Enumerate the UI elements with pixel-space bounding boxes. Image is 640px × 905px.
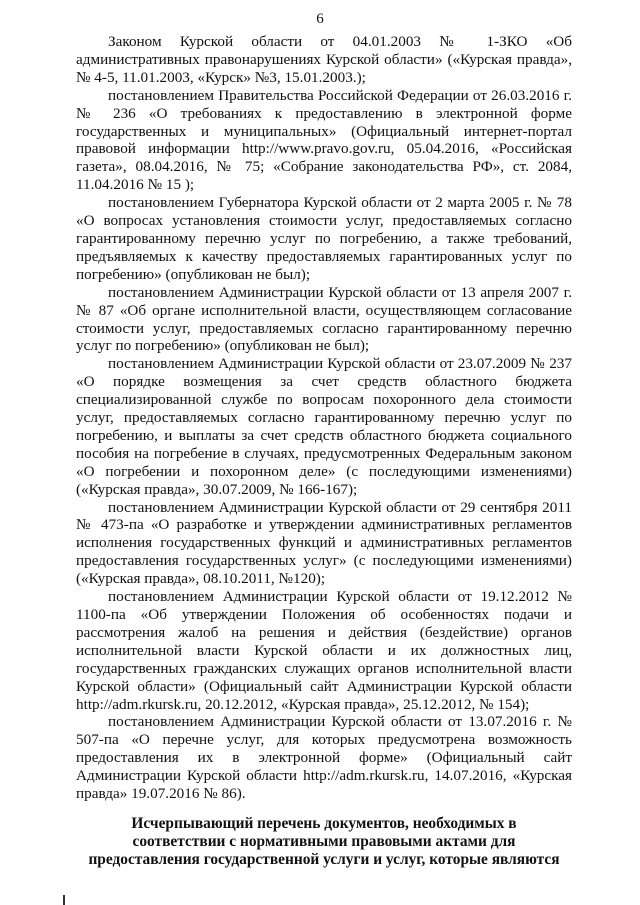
- paragraph: постановлением Правительства Российской Федерации от 26.03.2016 г. № 236 «О требованиях к предоставлению в электронной форме государственных и муниципальных» (Официальный интернет-портал правовой информации http://www.pravo.gov.ru, 05.04.2016, «Российская газета», 08.04.2016, № 75; «Собрание законодательства РФ», ст. 2084, 11.04.2016 № 15 );: [76, 86, 572, 194]
- heading-line: соответствии с нормативными правовыми актами для: [132, 833, 516, 850]
- paragraph: постановлением Губернатора Курской области от 2 марта 2005 г. № 78 «О вопросах установления стоимости услуг, предоставляемых согласно гарантированному перечню услуг по погребению, а также требований, предъявляемых к качеству предоставляемых гарантированных услуг по погребению» (опубликован не был);: [76, 194, 572, 283]
- heading-line: Исчерпывающий перечень документов, необходимых в: [131, 815, 517, 832]
- legal-basis-list: [76, 33, 572, 803]
- paragraph: Законом Курской области от 04.01.2003 № 1-ЗКО «Об административных правонарушениях Курской области» («Курская правда», № 4-5, 11.01.2003, «Курск» №3, 15.01.2003.);: [76, 33, 572, 86]
- heading-line: предоставления государственной услуги и услуг, которые являются: [88, 851, 560, 868]
- paragraph: постановлением Администрации Курской области от 29 сентября 2011 № 473-па «О разработке и утверждении административных регламентов исполнения государственных функций и административных регламентов предоставления государственных услуг» (с последующими изменениями) («Курская правда», 08.10.2011, №120);: [76, 498, 572, 588]
- section-heading: [76, 815, 572, 869]
- paragraph: постановлением Администрации Курской области от 23.07.2009 № 237 «О порядке возмещения за счет средств областного бюджета специализированной службе по вопросам похоронного дела стоимости услуг, предоставляемых согласно гарантированному перечню услуг по погребению, и выплаты за счет средств областного бюджета социального пособия на погребение в случаях, предусмотренных Федеральным законом «О погребении и похоронном деле» (с последующими изменениями) («Курская правда», 30.07.2009, № 166-167);: [76, 355, 572, 498]
- paragraph: постановлением Администрации Курской области от 19.12.2012 № 1100-па «Об утверждении Положения об особенностях подачи и рассмотрения жалоб на решения и действия (бездействие) органов исполнительной власти Курской области и их должностных лиц, государственных гражданских служащих органов исполнительной власти Курской области» (Официальный сайт Администрации Курской области http://adm.rkursk.ru, 20.12.2012, «Курская правда», 25.12.2012, № 154);: [76, 588, 572, 713]
- scan-edge-mark: [63, 895, 65, 905]
- paragraph: постановлением Администрации Курской области от 13 апреля 2007 г. № 87 «Об органе исполнительной власти, осуществляющем согласование стоимости услуг, предоставляемых согласно гарантированному перечню услуг по погребению» (опубликован не был);: [76, 283, 572, 355]
- paragraph: постановлением Администрации Курской области от 13.07.2016 г. № 507-па «О перечне услуг, для которых предусмотрена возможность предоставления их в электронной форме» (Официальный сайт Администрации Курской области http://adm.rkursk.ru, 14.07.2016, «Курская правда» 19.07.2016 № 86).: [76, 713, 572, 803]
- page-number: 6: [316, 11, 324, 27]
